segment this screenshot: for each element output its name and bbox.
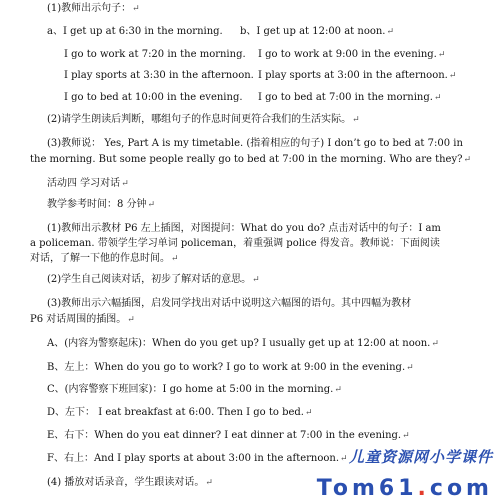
watermark-logo-text: Tom61.com [316,476,493,501]
sentence-row-3-right: I play sports at 3:00 in the afternoon.↵ [258,70,457,81]
watermark-top-text: 儿童资源网小学课件 [348,448,493,466]
sentence-row-4-left: I go to bed at 10:00 in the evening. [64,92,243,103]
item-b: B、左上：When do you go to work? I go to work at 9:00 in the evening.↵ [47,362,414,373]
sentence-row-1-left: a、I get up at 6:30 in the morning. [47,26,223,37]
sentence-row-3-left: I play sports at 3:30 in the afternoon. [64,70,254,81]
item-d: D、左下： I eat breakfast at 6:00. Then I go to bed.↵ [47,407,313,418]
sentence-row-4-right: I go to bed at 7:00 in the morning.↵ [258,92,442,103]
section4-text: (4) 播放对话录音，学生跟读对话。↵ [47,477,213,488]
activity-time: 教学参考时间：8 分钟↵ [47,199,156,210]
paragraph-3-line-1: (3)教师出示六幅插图，启发同学找出对话中说明这六幅图的语句。其中四幅为教材 [47,298,412,309]
paragraph-2: (2)学生自己阅读对话，初步了解对话的意思。↵ [47,274,260,285]
section1-title: (1)教师出示句子：↵ [47,3,140,14]
item-e: E、右下：When do you eat dinner? I eat dinner at 7:00 in the evening.↵ [47,430,410,441]
item-a: A、(内容为警察起床)：When do you get up? I usually get up at 12:00 at noon.↵ [47,338,439,349]
item-c: C、(内容警察下班回家)：I go home at 5:00 in the morning.↵ [47,384,342,395]
item-f: F、右上：And I play sports at about 3:00 in the afternoon.↵ [47,453,348,464]
sentence-row-2-right: I go to work at 9:00 in the evening.↵ [258,49,446,60]
section3-line-1: (3)教师说： Yes, Part A is my timetable. (指着相应的句子) I don’t go to bed at 7:00 in [47,138,463,149]
activity-heading: 活动四 学习对话↵ [47,178,129,189]
paragraph-1-line-2: a policeman. 带领学生学习单词 policeman，着重强调 police 得发音。教师说：下面阅读 [30,238,440,249]
section3-line-2: the morning. But some people really go to bed at 7:00 in the morning. Who are they?↵ [30,154,472,165]
section2-text: (2)请学生朗读后判断，哪组句子的作息时间更符合我们的生活实际。↵ [47,114,360,125]
paragraph-1-line-3: 对话，了解一下他的作息时间。↵ [30,253,179,264]
sentence-row-2-left: I go to work at 7:20 in the morning. [64,49,246,60]
paragraph-3-line-2: P6 对话周围的插图。↵ [30,314,135,325]
site-watermark [283,448,493,501]
paragraph-1-line-1: (1)教师出示教材 P6 左上插图，对图提问：What do you do? 点击对话中的句子：I am [47,223,441,234]
sentence-row-1-right: b、I get up at 12:00 at noon.↵ [240,26,395,37]
